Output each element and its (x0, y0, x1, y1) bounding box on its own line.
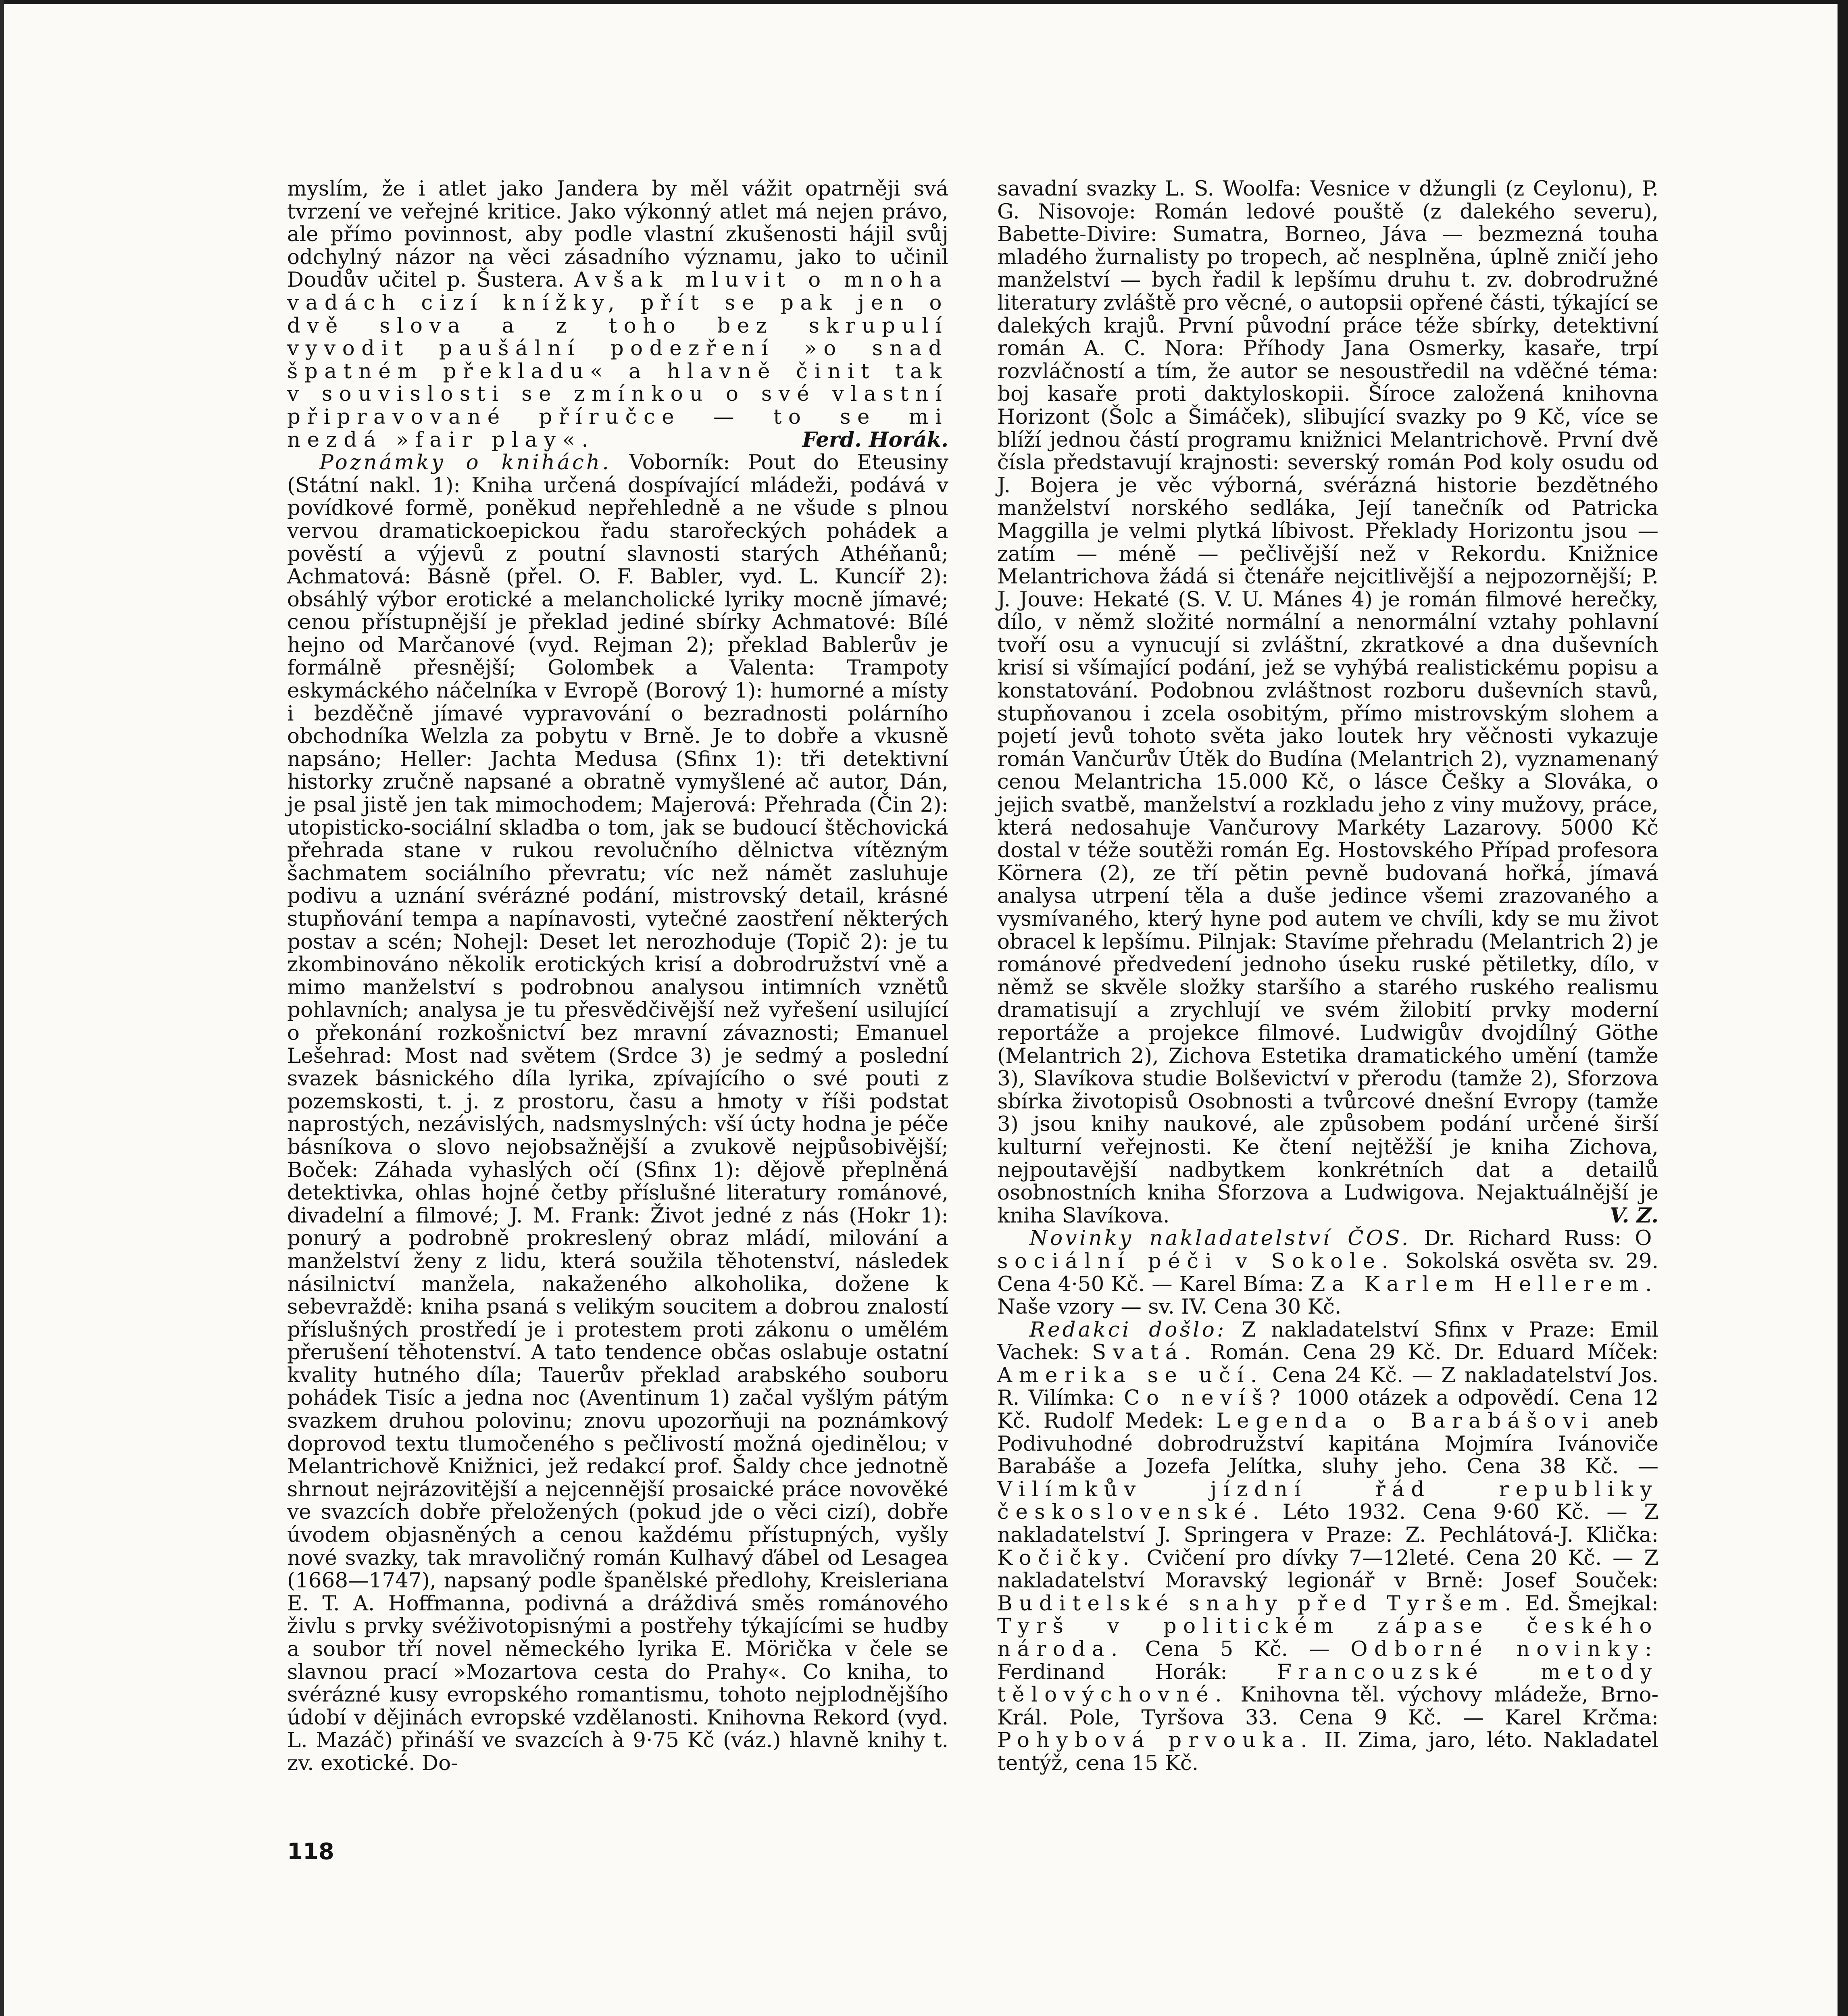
received-title-9: Odborné novinky: (1350, 1637, 1658, 1661)
book-notes-paragraph (287, 451, 948, 1774)
received-title-8: Tyrš v politickém zápase českého národa. (997, 1614, 1658, 1661)
received-title-10: Francouzské metody tělovýchovné. (997, 1660, 1658, 1707)
scan-border-left (0, 0, 4, 2016)
cos-news-text-1: Dr. Richard Russ: (1410, 1226, 1635, 1251)
received-text-1: Z nakladatelství Sfinx v Praze: Emil Vachek: (997, 1317, 1658, 1365)
received-text-5: aneb Podivuhodné dobrodružství kapitána Mojmíra Ivánoviče Barabáše a Jozefa Jelítka, sluhy jeho. Cena 38 Kč. — (997, 1409, 1658, 1479)
received-text-9: Cena 5 Kč. — (1124, 1637, 1351, 1661)
received-title-3: Co nevíš? (1124, 1386, 1287, 1410)
right-column (997, 177, 1658, 1775)
received-text-4: 1000 otázek a odpovědí. Cena 12 Kč. Rudolf Medek: (997, 1386, 1658, 1433)
received-books-heading: Redakci došlo: (1029, 1317, 1227, 1342)
received-text-3: Cena 24 Kč. — Z nakladatelství Jos. R. Vilímka: (997, 1363, 1658, 1410)
received-text-11: Knihovna těl. výchovy mládeže, Brno-Král. Pole, Tyršova 33. Cena 9 Kč. — Karel Krčma: (997, 1683, 1658, 1730)
received-title-4: Legenda o Barabášovi (1216, 1409, 1595, 1433)
received-title-5: Vilímkův jízdní řád republiky československé. (997, 1477, 1658, 1524)
received-text-6: Léto 1932. Cena 9·60 Kč. — Z nakladatelství J. Springera v Praze: Z. Pechlátová-J. Klička: (997, 1500, 1658, 1547)
received-text-8: Ed. Šmejkal: (1518, 1591, 1658, 1616)
left-column (287, 177, 948, 1775)
received-books-paragraph (997, 1318, 1658, 1775)
received-title-1: Svatá. (1092, 1340, 1198, 1365)
received-title-11: Pohybová prvouka. (997, 1728, 1314, 1753)
vz-signature: V. Z. (1609, 1203, 1658, 1228)
received-text-2: Román. Cena 29 Kč. Dr. Eduard Míček: (1197, 1340, 1658, 1365)
received-title-6: Kočičky. (997, 1545, 1136, 1570)
horak-letter-paragraph (287, 177, 948, 451)
received-text-7: Cvičení pro dívky 7—12leté. Cena 20 Kč. — Z nakladatelství Moravský legionář v Brně: Josef Souček: (997, 1545, 1658, 1593)
received-text-12: II. Zima, jaro, léto. Nakladatel tentýž, cena 15 Kč. (997, 1728, 1658, 1775)
page-number: 118 (287, 1839, 334, 1865)
book-notes-heading: Poznámky o knihách. (319, 450, 611, 475)
cos-news-text-2: Sokolská osvěta sv. 29. Cena 4·50 Kč. — Karel Bíma: (997, 1249, 1658, 1296)
received-title-2: Amerika se učí. (997, 1363, 1264, 1387)
horak-letter-spaced-text: Avšak mluvit o mnoha vadách cizí knížky, přít se pak jen o dvě slova a z toho bez skrupulí vyvodit paušální podezření »o snad špatném překladu« a hlavně činit tak v souvislosti se zmínkou o své vlastní připravované příručce — to se mi nezdá »fair play«. (287, 268, 948, 452)
cos-news-paragraph (997, 1227, 1658, 1318)
cos-news-title-2: Za Karlem Hellerem. (1310, 1272, 1658, 1296)
cos-news-title-1: O sociální péči v Sokole. (997, 1226, 1658, 1273)
cos-news-heading: Novinky nakladatelství ČOS. (1029, 1226, 1411, 1251)
cos-news-text-3: Naše vzory — sv. IV. Cena 30 Kč. (997, 1295, 1342, 1319)
received-title-7: Buditelské snahy před Tyršem. (997, 1591, 1518, 1616)
received-text-10: Ferdinand Horák: (997, 1660, 1277, 1684)
scan-border-right (1838, 0, 1848, 2016)
horak-signature: Ferd. Horák. (802, 427, 948, 452)
book-notes-continued-text: savadní svazky L. S. Woolfa: Vesnice v džungli (z Ceylonu), P. G. Nisovoje: Román ledové pouště (z dalekého severu), Babette-Divire: Sumatra, Borneo, Jáva — bezmezná touha mladého žurnalisty po tropech, ač nesplněna, úplně zničí jeho manželství — bych řadil k lepšímu druhu t. zv. dobrodružné literatury zvláště pro věcné, o autopsii opřené části, týkající se dalekých krajů. První původní práce téže sbírky, detektivní román A. C. Nora: Příhody Jana Osmerky, kasaře, trpí rozvláčností a tím, že autor se nesoustředil na vděčné téma: boj kasaře proti daktyloskopii. Šíroce založená knihovna Horizont (Šolc a Šimáček), slibující svazky po 9 Kč, více se blíží jednou částí programu knižnici Melantrichově. První dvě čísla představují krajnosti: severský román Pod koly osudu od J. Bojera je věc výborná, svérázná historie bezdětného manželství norského sedláka, Její tanečník od Patricka Maggilla je velmi plytká líbivost. Překlady Horizontu jsou — zatím — méně — pečlivější než v Rekordu. Knižnice Melantrichova žádá si čtenáře nejcitlivější a nejpozornější; P. J. Jouve: Hekaté (S. V. U. Mánes 4) je román filmové herečky, dílo, v němž složité normální a nenormální vztahy pohlavní tvoří osu a vynucují si zvláštní, zkratkové a dna duševních krisí si všímající podání, jež se vyhýbá realistickému popisu a konstatování. Podobnou zvláštnost rozboru duševních stavů, stupňovanou i zcela osobitým, přímo mistrovským slohem a pojetí jevů tohoto světa jako loutek hry věčnosti vykazuje román Vančurův Útěk do Budína (Melantrich 2), vyznamenaný cenou Melantricha 15.000 Kč, o lásce Češky a Slováka, o jejich svatbě, manželství a rozkladu jeho z viny mužovy, práce, která nedosahuje Vančurovy Markéty Lazarovy. 5000 Kč dostal v téže soutěži román Eg. Hostovského Případ profesora Körnera (2), ze tří pětin pevně budovaná hořká, jímavá analysa utrpení těla a duše jedince všemi zrazovaného a vysmívaného, který hyne pod autem ve chvíli, kdy se mu život obracel k lepšímu. Pilnjak: Stavíme přehradu (Melantrich 2) je románové předvedení jednoho úseku ruské pětiletky, dílo, v němž se skvěle složky staršího a starého ruského realismu dramatisují a zrychlují ve svém žilobití prvky moderní reportáže a projekce filmové. Ludwigův dvojdílný Göthe (Melantrich 2), Zichova Estetika dramatického umění (tamže 3), Slavíkova studie Bolševictví v přerodu (tamže 2), Sforzova sbírka životopisů Osobnosti a tvůrcové dnešní Evropy (tamže 3) jsou knihy naukové, ale způsobem podání určené širší kulturní veřejnosti. Ke čtení nejtěžší je kniha Zichova, nejpoutavější nadbytkem konkrétních dat a detailů osobnostních kniha Sforzova a Ludwigova. Nejaktuálnější je kniha Slavíkova. (997, 177, 1658, 1228)
book-notes-text: Voborník: Pout do Eteusiny (Státní nakl. 1): Kniha určená dospívající mládeži, podává v povídkové formě, poněkud nepřehledně a ne všude s plnou vervou dramatickoepickou řadu starořeckých pohádek a pověstí a výjevů z poutní slavnosti starých Athéňanů; Achmatová: Básně (přel. O. F. Babler, vyd. L. Kuncíř 2): obsáhlý výbor erotické a melancholické lyriky mocně jímavé; cenou přístupnější je překlad jediné sbírky Achmatové: Bílé hejno od Marčanové (vyd. Rejman 2); překlad Bablerův je formálně přesnější; Golombek a Valenta: Trampoty eskymáckého náčelníka v Evropě (Borový 1): humorné a místy i bezděčně jímavé vypravování o bezradnosti polárního obchodníka Welzla za pobytu v Brně. Je to dobře a vkusně napsáno; Heller: Jachta Medusa (Sfinx 1): tři detektivní historky zručně napsané a obratně vymyšlené ač autor, Dán, je psal jistě jen tak mimochodem; Majerová: Přehrada (Čin 2): utopisticko-sociální skladba o tom, jak se budoucí štěchovická přehrada stane v rukou revolučního dělnictva vítězným šachmatem sociálního převratu; víc než námět zasluhuje podivu a uznání svérázné podání, mistrovský detail, krásné stupňování tempa a napínavosti, vytečné zaostření některých postav a scén; Nohejl: Deset let nerozhoduje (Topič 2): je tu zkombinováno několik erotických krisí a dobrodružství vně a mimo manželství s podrobnou analysou intimních vznětů pohlavních; analysa je tu přesvědčivější než vyřešení usilující o překonání rozkošnictví bez mravní závaznosti; Emanuel Lešehrad: Most nad světem (Srdce 3) je sedmý a poslední svazek básnického díla lyrika, zpívajícího o své pouti z pozemskosti, t. j. z prostoru, času a hmoty v říši podstat naprostých, nezávislých, nadsmyslných: vší úcty hodna je péče básníkova o slovo nejobsažnější a zvukově nejpůsobivější; Boček: Záhada vyhaslých očí (Sfinx 1): dějově přeplněná detektivka, ohlas hojné četby příslušné literatury románové, divadelní a filmové; J. M. Frank: Život jedné z nás (Hokr 1): ponurý a podrobně prokreslený obraz mládí, milování a manželství ženy z lidu, která soužila těhotenství, následek násilnictví manžela, nakaženého alkoholika, dožene k sebevraždě: kniha psaná s velikým soucitem a dobrou znalostí příslušných prostředí je i protestem proti zákonu o umělém přerušení těhotenství. A tato tendence občas oslabuje ostatní kvality hutného díla; Tauerův překlad arabského souboru pohádek Tisíc a jedna noc (Aventinum 1) začal vyšlým pátým svazkem druhou polovinu; znovu upozorňuji na poznámkový doprovod textu tlumočeného s pečlivostí možná ojedinělou; v Melantrichově Knižnici, jež redakcí prof. Šaldy chce jednotně shrnout nejrázovitější a nejcennější prosaické práce novověké ve svazcích dobře přeložených (pokud jde o věci cizí), dobře úvodem objasněných a cenou každému přístupných, vyšly nové svazky, tak mravoličný román Kulhavý ďábel od Lesagea (1668—1747), napsaný podle španělské předlohy, Kreisleriana E. T. A. Hoffmanna, podivná a dráždivá směs románového živlu s prvky svéživotopisnými a postřehy týkajícími se hudby a soubor tří novel německého lyrika E. Mörička v čele se slavnou prací »Mozartova cesta do Prahy«. Co kniha, to svérázné kusy evropského romantismu, tohoto nejplodnějšího údobí v dějinách evropské vzdělanosti. Knihovna Rekord (vyd. L. Mazáč) přináší ve svazcích à 9·75 Kč (váz.) hlavně knihy t. zv. exotické. Do- (287, 450, 948, 1775)
scan-border-top (0, 0, 1848, 4)
horak-letter-text: myslím, že i atlet jako Jandera by měl vážit opatrněji svá tvrzení ve veřejné kritice. Jako výkonný atlet má nejen právo, ale přímo povinnost, aby podle vlastní zkušenosti hájil svůj odchylný názor na věci zásadního významu, jako to učinil Doudův učitel p. Šustera. (287, 177, 948, 292)
book-notes-continued-paragraph (997, 177, 1658, 1227)
